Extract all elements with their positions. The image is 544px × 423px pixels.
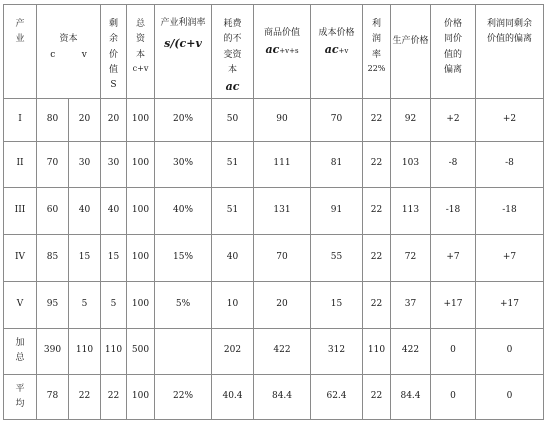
cell-cost: 55 bbox=[311, 235, 363, 282]
cell-price: 103 bbox=[391, 141, 431, 188]
row-label bbox=[4, 328, 37, 375]
cell-profit: 22 bbox=[363, 141, 391, 188]
header-commodity-value-label: 商品价值 bbox=[264, 28, 301, 38]
cell-rate: 22% bbox=[155, 375, 212, 420]
header-commodity-value-formula-wrap bbox=[254, 41, 310, 59]
header-row bbox=[4, 5, 544, 99]
row-label: II bbox=[4, 141, 37, 188]
cell-s: 40 bbox=[101, 188, 127, 235]
header-cost-price-suffix: +v bbox=[338, 46, 349, 55]
cell-consumed: 51 bbox=[212, 141, 254, 188]
cell-price-deviation: +2 bbox=[431, 99, 476, 142]
cell-s: 20 bbox=[101, 99, 127, 142]
cell-v: 20 bbox=[69, 99, 101, 142]
header-commodity-value-suffix: +v+s bbox=[279, 46, 299, 55]
header-cost-price bbox=[311, 5, 363, 99]
cell-s: 30 bbox=[101, 141, 127, 188]
row-label bbox=[4, 375, 37, 420]
cell-profit: 22 bbox=[363, 235, 391, 282]
row-label: IV bbox=[4, 235, 37, 282]
header-price-deviation bbox=[431, 5, 476, 99]
row-label-text: 平均 bbox=[15, 383, 25, 410]
header-capital-subs bbox=[37, 47, 100, 63]
row-label: I bbox=[4, 99, 37, 142]
header-profit-deviation bbox=[476, 5, 544, 99]
production-price-table bbox=[3, 4, 544, 420]
cell-cost: 91 bbox=[311, 188, 363, 235]
cell-s: 15 bbox=[101, 235, 127, 282]
cell-cost: 81 bbox=[311, 141, 363, 188]
cell-profit-deviation: +17 bbox=[476, 281, 544, 328]
cell-c: 85 bbox=[37, 235, 69, 282]
cell-profit: 110 bbox=[363, 328, 391, 375]
cell-c: 80 bbox=[37, 99, 69, 142]
cell-price: 113 bbox=[391, 188, 431, 235]
cell-value: 422 bbox=[254, 328, 311, 375]
header-sector-profit-rate-label: 产业利润率 bbox=[160, 18, 206, 28]
cell-profit: 22 bbox=[363, 99, 391, 142]
cell-total: 100 bbox=[127, 141, 155, 188]
cell-v: 40 bbox=[69, 188, 101, 235]
table-row bbox=[4, 235, 544, 282]
header-sector bbox=[4, 5, 37, 99]
row-label: III bbox=[4, 188, 37, 235]
cell-price: 92 bbox=[391, 99, 431, 142]
cell-profit-deviation: -8 bbox=[476, 141, 544, 188]
cell-price: 37 bbox=[391, 281, 431, 328]
header-price-deviation-label: 价格同价值的偏离 bbox=[444, 19, 463, 75]
table-row bbox=[4, 141, 544, 188]
table-row-total bbox=[4, 328, 544, 375]
cell-profit: 22 bbox=[363, 188, 391, 235]
cell-c: 390 bbox=[37, 328, 69, 375]
table-row-average bbox=[4, 375, 544, 420]
header-commodity-value bbox=[254, 5, 311, 99]
cell-consumed: 51 bbox=[212, 188, 254, 235]
cell-rate: 40% bbox=[155, 188, 212, 235]
header-production-price-label: 生产价格 bbox=[392, 36, 429, 46]
cell-value: 90 bbox=[254, 99, 311, 142]
header-capital bbox=[37, 5, 101, 99]
cell-price-deviation: -8 bbox=[431, 141, 476, 188]
cell-value: 131 bbox=[254, 188, 311, 235]
cell-c: 78 bbox=[37, 375, 69, 420]
table-row bbox=[4, 99, 544, 142]
table-row bbox=[4, 281, 544, 328]
cell-cost: 15 bbox=[311, 281, 363, 328]
row-label: V bbox=[4, 281, 37, 328]
cell-value: 111 bbox=[254, 141, 311, 188]
cell-price: 84.4 bbox=[391, 375, 431, 420]
cell-consumed: 40.4 bbox=[212, 375, 254, 420]
cell-value: 70 bbox=[254, 235, 311, 282]
header-capital-v: v bbox=[81, 49, 87, 60]
cell-value: 20 bbox=[254, 281, 311, 328]
header-profit-rate bbox=[363, 5, 391, 99]
header-surplus-value bbox=[101, 5, 127, 99]
row-label-text: 加总 bbox=[15, 338, 25, 364]
cell-s: 22 bbox=[101, 375, 127, 420]
cell-rate: 20% bbox=[155, 99, 212, 142]
header-cost-price-formula-wrap bbox=[311, 41, 362, 59]
cell-cost: 70 bbox=[311, 99, 363, 142]
cell-v: 5 bbox=[69, 281, 101, 328]
cell-total: 500 bbox=[127, 328, 155, 375]
cell-price: 422 bbox=[391, 328, 431, 375]
header-production-price bbox=[391, 5, 431, 99]
cell-s: 5 bbox=[101, 281, 127, 328]
cell-price-deviation: +17 bbox=[431, 281, 476, 328]
cell-cost: 312 bbox=[311, 328, 363, 375]
cell-profit: 22 bbox=[363, 281, 391, 328]
cell-v: 15 bbox=[69, 235, 101, 282]
cell-rate: 30% bbox=[155, 141, 212, 188]
header-commodity-value-formula: ac bbox=[265, 42, 280, 56]
cell-profit: 22 bbox=[363, 375, 391, 420]
header-consumed-constant bbox=[212, 5, 254, 99]
header-consumed-constant-formula: ac bbox=[225, 80, 240, 94]
cell-total: 100 bbox=[127, 99, 155, 142]
header-profit-rate-label: 利润率 bbox=[372, 19, 382, 60]
cell-consumed: 10 bbox=[212, 281, 254, 328]
cell-consumed: 40 bbox=[212, 235, 254, 282]
profit-table-sheet bbox=[3, 4, 533, 420]
header-surplus-value-label: 剩余价值S bbox=[109, 19, 119, 91]
cell-price-deviation: -18 bbox=[431, 188, 476, 235]
cell-value: 84.4 bbox=[254, 375, 311, 420]
table-row bbox=[4, 188, 544, 235]
cell-rate: 5% bbox=[155, 281, 212, 328]
header-profit-rate-value: 22% bbox=[367, 63, 386, 73]
cell-profit-deviation: +7 bbox=[476, 235, 544, 282]
header-total-capital-sub: c+v bbox=[132, 63, 149, 73]
cell-total: 100 bbox=[127, 281, 155, 328]
header-total-capital bbox=[127, 5, 155, 99]
cell-rate: 15% bbox=[155, 235, 212, 282]
header-consumed-constant-label: 耗费的不变资本 bbox=[223, 19, 242, 75]
cell-rate bbox=[155, 328, 212, 375]
header-capital-c: c bbox=[50, 49, 56, 60]
cell-consumed: 50 bbox=[212, 99, 254, 142]
cell-profit-deviation: 0 bbox=[476, 375, 544, 420]
cell-v: 110 bbox=[69, 328, 101, 375]
cell-cost: 62.4 bbox=[311, 375, 363, 420]
cell-v: 30 bbox=[69, 141, 101, 188]
cell-profit-deviation: 0 bbox=[476, 328, 544, 375]
cell-profit-deviation: -18 bbox=[476, 188, 544, 235]
cell-profit-deviation: +2 bbox=[476, 99, 544, 142]
cell-consumed: 202 bbox=[212, 328, 254, 375]
header-total-capital-label: 总资本 bbox=[136, 19, 146, 60]
cell-c: 70 bbox=[37, 141, 69, 188]
cell-s: 110 bbox=[101, 328, 127, 375]
cell-price-deviation: 0 bbox=[431, 375, 476, 420]
cell-total: 100 bbox=[127, 235, 155, 282]
cell-total: 100 bbox=[127, 375, 155, 420]
header-sector-profit-rate bbox=[155, 5, 212, 99]
cell-c: 95 bbox=[37, 281, 69, 328]
header-cost-price-formula: ac bbox=[324, 42, 339, 56]
header-sector-profit-formula: s/(c+v bbox=[164, 36, 202, 50]
cell-total: 100 bbox=[127, 188, 155, 235]
cell-price-deviation: +7 bbox=[431, 235, 476, 282]
cell-v: 22 bbox=[69, 375, 101, 420]
header-sector-label: 产业 bbox=[15, 19, 25, 45]
cell-c: 60 bbox=[37, 188, 69, 235]
header-profit-deviation-label: 利润同剩余价值的偏离 bbox=[487, 19, 533, 45]
cell-price-deviation: 0 bbox=[431, 328, 476, 375]
header-cost-price-label: 成本价格 bbox=[318, 28, 355, 38]
cell-price: 72 bbox=[391, 235, 431, 282]
header-capital-label: 资本 bbox=[59, 34, 78, 44]
